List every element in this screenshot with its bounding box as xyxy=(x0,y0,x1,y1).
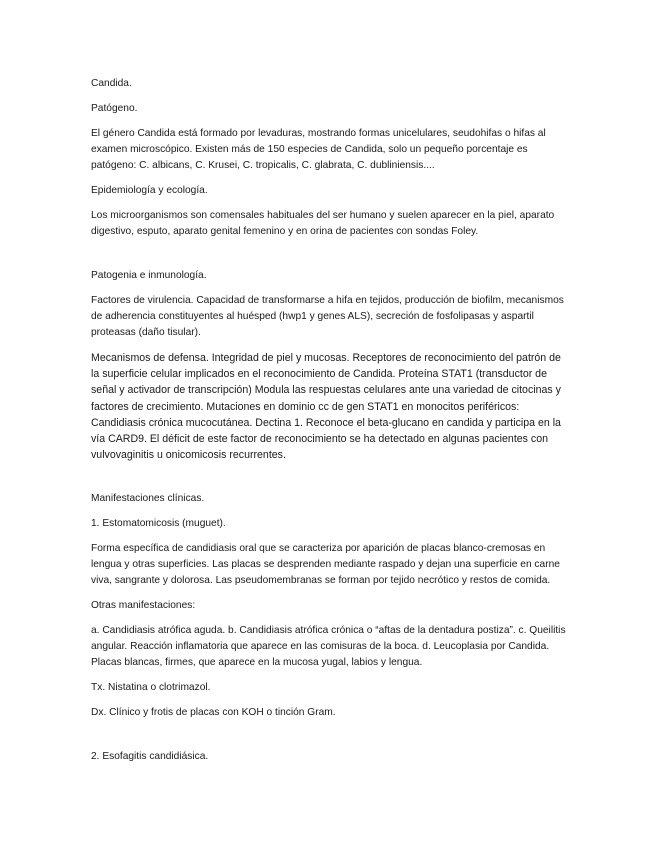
virulence-paragraph: Factores de virulencia. Capacidad de transformarse a hifa en tejidos, producción de biofilm, mecanismos de adherencia constituyentes al huésped (hwp1 y genes ALS), secreción de fosfolipasas y aspartil proteasas (daño tisular). xyxy=(91,295,564,338)
document-title: Candida. xyxy=(91,78,132,89)
spacer xyxy=(91,249,569,268)
document-page xyxy=(91,76,569,774)
epidemiology-heading: Epidemiología y ecología. xyxy=(91,185,208,196)
pathogen-paragraph: El género Candida está formado por levaduras, mostrando formas unicelulares, seudohifas o hifas al examen microscópico. Existen más de 150 especies de Candida, solo un pequeño porcentaje es patógeno: C. albicans, C. Krusei, C. tropicalis, C. glabrata, C. dubliniensis.... xyxy=(91,128,546,171)
epidemiology-paragraph: Los microorganismos son comensales habituales del ser humano y suelen aparecer en la piel, aparato digestivo, esputo, aparato genital femenino y en orina de pacientes con sondas Foley. xyxy=(91,210,555,237)
stomatitis-paragraph: Forma específica de candidiasis oral que se caracteriza por aparición de placas blanco-cremosas en lengua y otras superficies. Las placas se desprenden mediante raspado y dejan una superficie en carne viva, sangrante y dolorosa. Las pseudomembranas se forman por tejido necrótico y restos de comida. xyxy=(91,543,560,587)
pathogenesis-heading: Patogenia e inmunología. xyxy=(91,270,207,281)
esophagitis-heading: 2. Esofagitis candidiásica. xyxy=(91,751,209,763)
defense-paragraph: Mecanismos de defensa. Integridad de piel y mucosas. Receptores de reconocimiento del patrón de la superficie celular implicados en el reconocimiento de Candida. Proteína STAT1 (transductor de señal y activador de transcripción) Modula las respuestas celulares ante una variedad de citocinas y factores de crecimiento. Mutaciones en dominio cc de gen STAT1 en monocitos periféricos: Candidiasis crónica mucocutánea. Dectina 1. Reconoce el beta-glucano en candida y participa en la vía CARD9. El déficit de este factor de reconocimiento se ha detectado en algunas pacientes con vulvovaginitis u onicomicosis recurrentes. xyxy=(91,352,561,462)
stomatitis-heading: 1. Estomatomicosis (muguet). xyxy=(91,518,226,530)
spacer xyxy=(91,730,569,749)
clinical-heading: Manifestaciones clínicas. xyxy=(91,493,205,505)
pathogen-heading: Patógeno. xyxy=(91,103,138,114)
treatment-line: Tx. Nistatina o clotrimazol. xyxy=(91,682,211,694)
spacer xyxy=(91,472,569,491)
other-manifestations-paragraph: a. Candidiasis atrófica aguda. b. Candidiasis atrófica crónica o “aftas de la dentadura postiza”. c. Queilitis angular. Reacción inflamatoria que aparece en las comisuras de la boca. d. Leucoplasia por Candida. Placas blancas, firmes, que aparece en la mucosa yugal, labios y lengua. xyxy=(91,625,566,669)
other-manifestations-heading: Otras manifestaciones: xyxy=(91,600,196,612)
diagnosis-line: Dx. Clínico y frotis de placas con KOH o tinción Gram. xyxy=(91,707,336,719)
